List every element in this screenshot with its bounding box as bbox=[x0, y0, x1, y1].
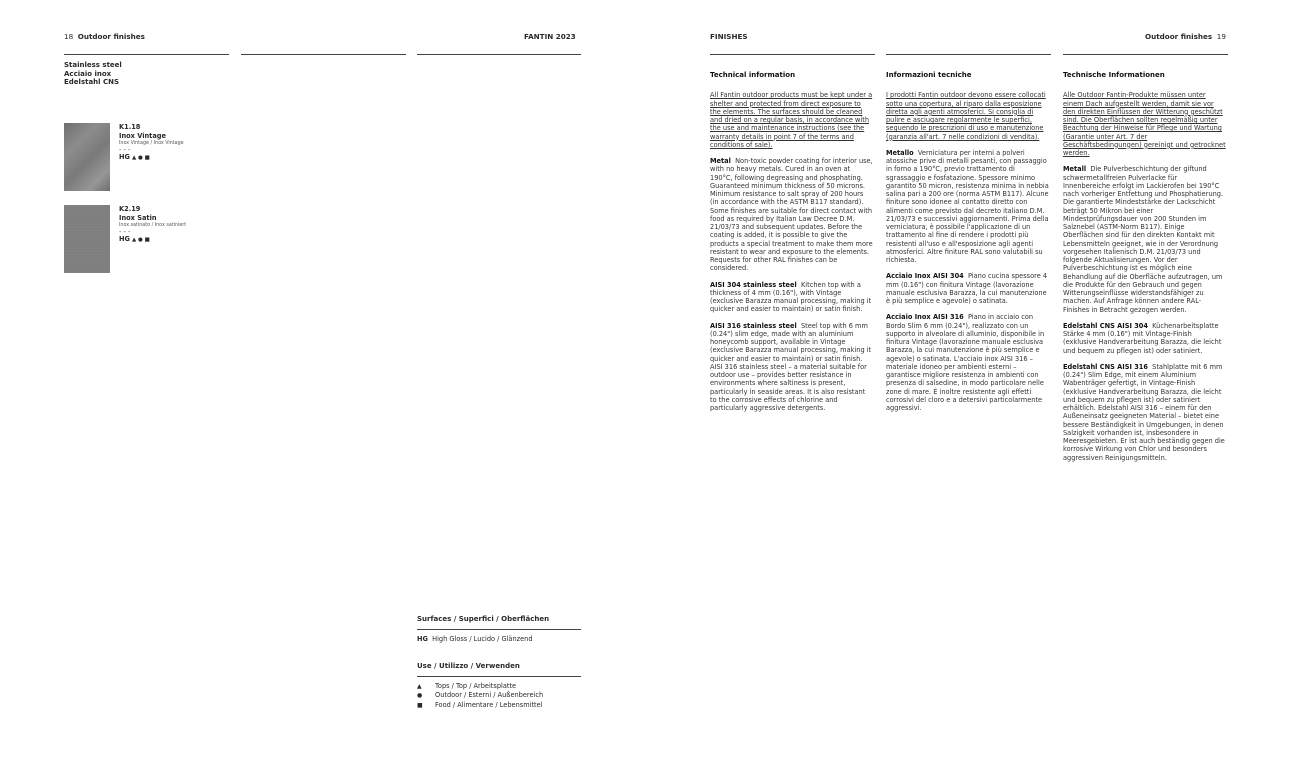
finish-tags bbox=[119, 235, 186, 245]
section-aisi-304: Acciaio Inox AISI 304 Piano cucina spessore 4 mm (0.16") con finitura Vintage (lavorazione manuale esclusiva Barazza, la cui manutenzione è più semplice e agevole) o satinata. bbox=[886, 272, 1048, 305]
legend bbox=[417, 615, 581, 710]
finish-name: Inox Satin bbox=[119, 213, 157, 222]
use-icons: ▲ ● ■ bbox=[132, 237, 150, 243]
use-legend-row: ● Outdoor / Esterni / Außenbereich bbox=[417, 691, 544, 699]
section-aisi-316: Acciaio Inox AISI 316 Piano in acciaio con Bordo Slim 6 mm (0.24"), realizzato con un supporto in alveolare di alluminio, disponibile in finitura Vintage (lavorazione manuale esclusiva Barazza, la cui manutenzione è più semplice e agevole) o satinata. L'acciaio inox AISI 316 – materiale idoneo per ambienti esterni – garantisce migliore resistenza in ambienti con presenza di salsedine, in modo particolare nelle zone di mare. È inoltre resistente agli effetti corrosivi del cloro e a detersivi particolarmente aggressivi. bbox=[886, 313, 1045, 412]
section-aisi-316: AISI 316 stainless steel Steel top with 6 mm (0.24") slim edge, made with an aluminium honeycomb support, available in Vintage (exclusive Barazza manual processing, making it quicker and easier to maintain) or satin finish. AISI 316 stainless steel – a material suitable for outdoor use – provides better resistance in environments where saltiness is present, particularly in seaside areas. It is also resistant to the corrosive effects of chlorine and particularly aggressive detergents. bbox=[710, 321, 872, 412]
use-legend-row: ▲ Tops / Top / Arbeitsplatte bbox=[417, 681, 517, 690]
intro-text: Alle Outdoor Fantin-Produkte müssen unter einem Dach aufgestellt werden, damit sie vor den direkten Einflüssen der Witterung geschützt sind. Die Oberflächen sollten regelmäßig unter Beachtung der Hinweise für Pflege und Wartung (Garantie unter Art. 7 der Geschäftsbedingungen) gereinigt und getrocknet werden. bbox=[1063, 91, 1226, 157]
column-heading: Informazioni tecniche bbox=[886, 71, 972, 79]
use-legend-title: Use / Utilizzo / Verwenden bbox=[417, 661, 520, 670]
header-rule bbox=[241, 54, 406, 55]
section-metal: Metallo Verniciatura per interni a polveri atossiche prive di metalli pesanti, con passaggio in forno a 190°C, previo trattamento di sgrassaggio e fosfatazione. Spessore minimo garantito 50 micron, resistenza minima in nebbia salina pari a 200 ore (norma ASTM B117). Alcune finiture sono idonee al contatto diretto con alimenti come previsto dal decreto italiano D.M. 21/03/73 e successivi aggiornamenti. Prima della verniciatura, è possibile l'applicazione di un trattamento al fine di rendere i prodotti più resistenti all'uso e all'esposizione agli agenti atmosferici. Altre finiture RAL sono valutabili su richiesta. bbox=[886, 148, 1049, 264]
finish-name: Inox Vintage bbox=[119, 131, 166, 140]
square-icon: ■ bbox=[417, 701, 423, 709]
brand-label: FANTIN 2023 bbox=[524, 32, 576, 41]
swatch-inox-satin bbox=[64, 205, 110, 273]
intro-text: I prodotti Fantin outdoor devono essere collocati sotto una copertura, al riparo dalla esposizione diretta agli agenti atmosferici. Si consiglia di pulire e asciugare regolarmente le superfici, seguendo le prescrizioni di uso e manutenzione (garanzia all'art. 7 nelle condizioni di vendita). bbox=[886, 91, 1046, 141]
finish-subtitle: Inox Vintage / Inox Vintage bbox=[119, 141, 184, 146]
right-section-title: FINISHES bbox=[710, 32, 748, 41]
legend-rule bbox=[417, 629, 581, 630]
use-legend-row: ■ Food / Alimentare / Lebensmittel bbox=[417, 700, 543, 709]
header-rule bbox=[417, 54, 581, 55]
gloss-badge: HG bbox=[119, 153, 130, 161]
right-page-header bbox=[1145, 32, 1226, 41]
finish-card bbox=[119, 123, 184, 163]
material-title: Stainless steel bbox=[64, 61, 122, 69]
left-section-title: Outdoor finishes bbox=[77, 32, 145, 41]
column-german bbox=[1063, 71, 1226, 470]
left-page-header bbox=[64, 32, 145, 41]
section-aisi-304: AISI 304 stainless steel Kitchen top with a thickness of 4 mm (0.16"), with Vintage (exclusive Barazza manual processing, making it quicker and easier to maintain) or satin finish. bbox=[710, 280, 872, 314]
section-aisi-316: Edelstahl CNS AISI 316 Stahlplatte mit 6 mm (0.24") Slim Edge, mit einem Aluminium Wabenträger gefertigt, in Vintage-Finish (exklusive Handverarbeitung Barazza, die leicht und bequem zu pflegen ist) oder satiniert erhältlich. Edelstahl AISI 316 – einem für den Außeneinsatz geeigneten Material – bietet eine bessere Beständigkeit in Umgebungen, in denen Salzigkeit vorhanden ist, insbesondere in Meeresgebieten. Er ist auch beständig gegen die korrosive Wirkung von Chlor und besonders aggressiven Reinigungsmitteln. bbox=[1063, 362, 1225, 462]
finish-card bbox=[119, 205, 186, 245]
section-aisi-304: Edelstahl CNS AISI 304 Küchenarbeitsplatte Stärke 4 mm (0.16") mit Vintage-Finish (exklusive Handverarbeitung Barazza, die leicht und bequem zu pflegen ist) oder satiniert. bbox=[1063, 321, 1222, 355]
header-rule bbox=[64, 54, 229, 55]
intro-text: All Fantin outdoor products must be kept under a shelter and protected from direct exposure to the elements. The surfaces should be cleaned and dried on a regular basis, in accordance with the use and maintenance instructions (see the warranty details in point 7 of the terms and conditions of sale). bbox=[710, 91, 873, 149]
legend-rule bbox=[417, 676, 581, 677]
right-page-number: 19 bbox=[1216, 32, 1226, 41]
finish-dashes: - - - bbox=[119, 146, 131, 154]
material-titles bbox=[64, 61, 122, 87]
circle-icon: ● bbox=[417, 692, 423, 699]
swatch-inox-vintage bbox=[64, 123, 110, 191]
surface-text: High Gloss / Lucido / Glänzend bbox=[432, 635, 533, 643]
triangle-icon: ▲ bbox=[417, 682, 422, 690]
gloss-badge: HG bbox=[119, 235, 130, 243]
section-metal: Metall Die Pulverbeschichtung der giftund schwermetallfreien Pulverlacke für Innenbereiche erfolgt im Lackierofen bei 190°C nach vorheriger Entfettung und Phosphatierung. Die garantierte Mindeststärke der Lackschicht beträgt 50 Mikron bei einer Mindestprüfungsdauer von 200 Stunden im Salznebel (ASTM-Norm B117). Einige Oberflächen sind für den direkten Kontakt mit Lebensmitteln geeignet, wie in der Verordnung vorgesehen Italienisch D.M. 21/03/73 und folgende Aktualisierungen. Vor der Pulverbeschichtung ist es möglich eine Behandlung auf die Oberfläche aufzutragen, um die Produkte für den Gebrauch und gegen Witterungseinflüsse widerstandsfähiger zu machen. Auf Anfrage können andere RAL-Finishes in Betracht gezogen werden. bbox=[1063, 165, 1224, 314]
finish-dashes: - - - bbox=[119, 228, 131, 236]
header-rule bbox=[710, 54, 875, 55]
column-italian bbox=[886, 71, 1049, 420]
section-metal: Metal Non-toxic powder coating for interior use, with no heavy metals. Cured in an oven at 190°C, following degreasing and phosphating. Guaranteed minimum thickness of 50 microns. Minimum resistance to salt spray of 200 hours (in accordance with the ASTM B117 standard). Some finishes are suitable for direct contact with food as required by Italian Law Decree D.M. 21/03/73 and subsequent updates. Before the coating is added, it is possible to give the products a special treatment to make them more resistant to wear and exposure to the elements. Requests for other RAL finishes can be considered. bbox=[710, 157, 873, 273]
column-heading: Technische Informationen bbox=[1063, 71, 1165, 79]
use-icons: ▲ ● ■ bbox=[132, 155, 150, 161]
finish-tags bbox=[119, 153, 184, 163]
finish-code: K1.18 bbox=[119, 123, 141, 131]
surface-abbr: HG bbox=[417, 635, 428, 643]
right-header-title: Outdoor finishes bbox=[1145, 32, 1213, 41]
surface-legend-row bbox=[417, 635, 581, 644]
left-page-number: 18 bbox=[64, 32, 74, 41]
header-rule bbox=[886, 54, 1051, 55]
material-title: Acciaio inox bbox=[64, 69, 112, 78]
header-rule bbox=[1063, 54, 1228, 55]
surfaces-legend-title: Surfaces / Superfici / Oberflächen bbox=[417, 615, 550, 623]
finish-subtitle: Inox satinato / Inox satiniert bbox=[119, 223, 187, 228]
finish-code: K2.19 bbox=[119, 205, 141, 213]
column-heading: Technical information bbox=[710, 71, 796, 79]
material-title: Edelstahl CNS bbox=[64, 78, 120, 86]
column-english bbox=[710, 71, 873, 420]
